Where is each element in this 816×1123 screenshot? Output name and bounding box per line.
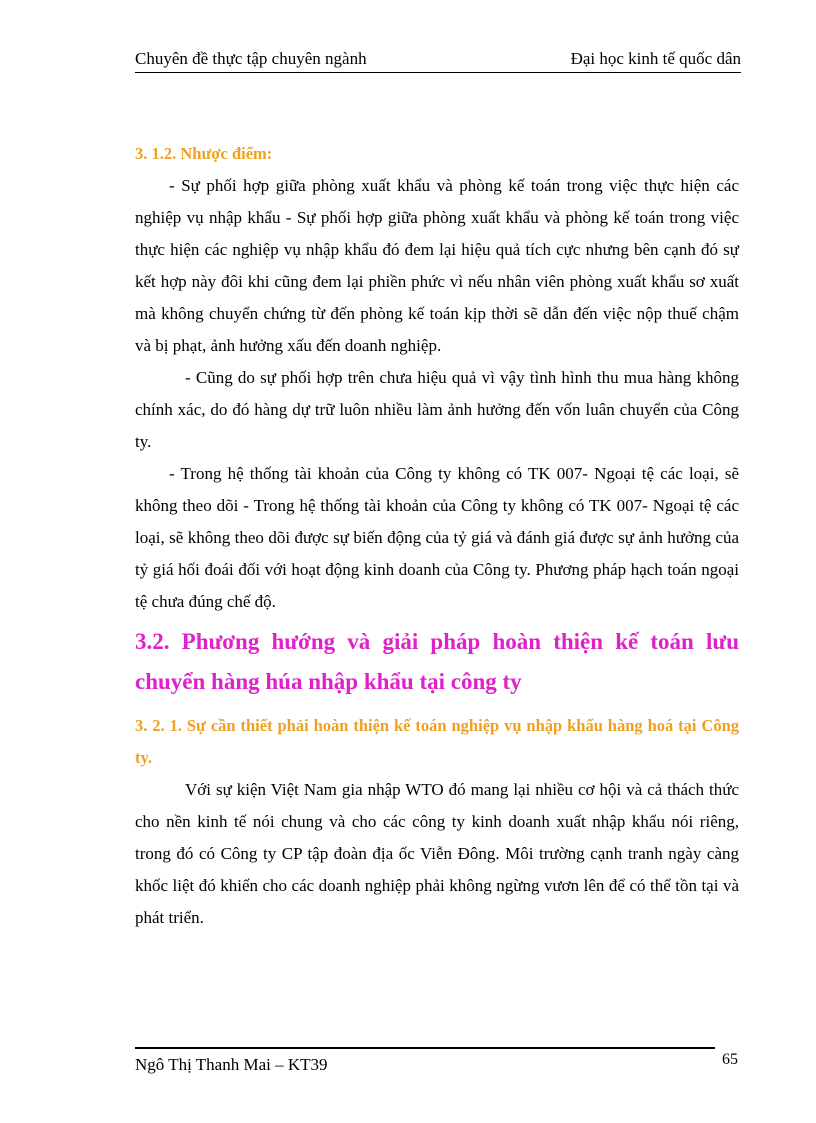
section-312-paragraph-3: - Trong hệ thống tài khoản của Công ty không có TK 007- Ngoại tệ các loại, sẽ không theo dõi - Trong hệ thống tài khoản của Công ty không có TK 007- Ngoại tệ các loại, sẽ không theo dõi được sự biến động của tỷ giá và đánh giá được sự ảnh hưởng của tỷ giá hối đoái đối với hoạt động kinh doanh của Công ty. Phương pháp hạch toán ngoại tệ chưa đúng chế độ. bbox=[135, 464, 739, 611]
header-right-title: Đại học kinh tế quốc dân bbox=[570, 49, 741, 68]
section-321-heading: 3. 2. 1. Sự cần thiết phải hoàn thiện kế toán nghiệp vụ nhập khẩu hàng hoá tại Công ty. bbox=[135, 716, 739, 767]
section-321-paragraph-1: Với sự kiện Việt Nam gia nhập WTO đó mang lại nhiều cơ hội và cả thách thức cho nền kinh tế nói chung và cho các công ty kinh doanh xuất nhập khẩu nói riêng, trong đó có Công ty CP tập đoàn địa ốc Viễn Đông. Môi trường cạnh tranh ngày càng khốc liệt đó khiến cho các doanh nghiệp phải không ngừng vươn lên để có thể tồn tại và phát triển. bbox=[135, 780, 739, 927]
section-312-paragraph-2: - Cũng do sự phối hợp trên chưa hiệu quả vì vậy tình hình thu mua hàng không chính xác, do đó hàng dự trữ luôn nhiều làm ảnh hưởng đến vốn luân chuyển của Công ty. bbox=[135, 368, 739, 451]
section-312-heading: 3. 1.2. Nhược điểm: bbox=[135, 144, 273, 163]
page-number: 65 bbox=[722, 1051, 738, 1068]
page-header bbox=[135, 48, 741, 73]
footer-divider bbox=[135, 1047, 715, 1049]
header-left-title: Chuyên đề thực tập chuyên ngành bbox=[135, 49, 367, 68]
section-32-heading: 3.2. Phương hướng và giải pháp hoàn thiện kế toán lưu chuyển hàng húa nhập khẩu tại công ty bbox=[135, 629, 739, 694]
section-312-paragraph-1: - Sự phối hợp giữa phòng xuất khẩu và phòng kế toán trong việc thực hiện các nghiệp vụ nhập khẩu - Sự phối hợp giữa phòng xuất khẩu và phòng kế toán trong việc thực hiện các nghiệp vụ nhập khẩu đó đem lại hiệu quả tích cực nhưng bên cạnh đó sự kết hợp này đôi khi cũng đem lại phiền phức vì nếu nhân viên phòng xuất khẩu sơ xuất mà không chuyển chứng từ đến phòng kế toán kịp thời sẽ dẫn đến việc nộp thuế chậm và bị phạt, ảnh hưởng xấu đến doanh nghiệp. bbox=[135, 176, 739, 355]
document-body bbox=[135, 138, 739, 934]
footer-author: Ngô Thị Thanh Mai – KT39 bbox=[135, 1055, 328, 1074]
